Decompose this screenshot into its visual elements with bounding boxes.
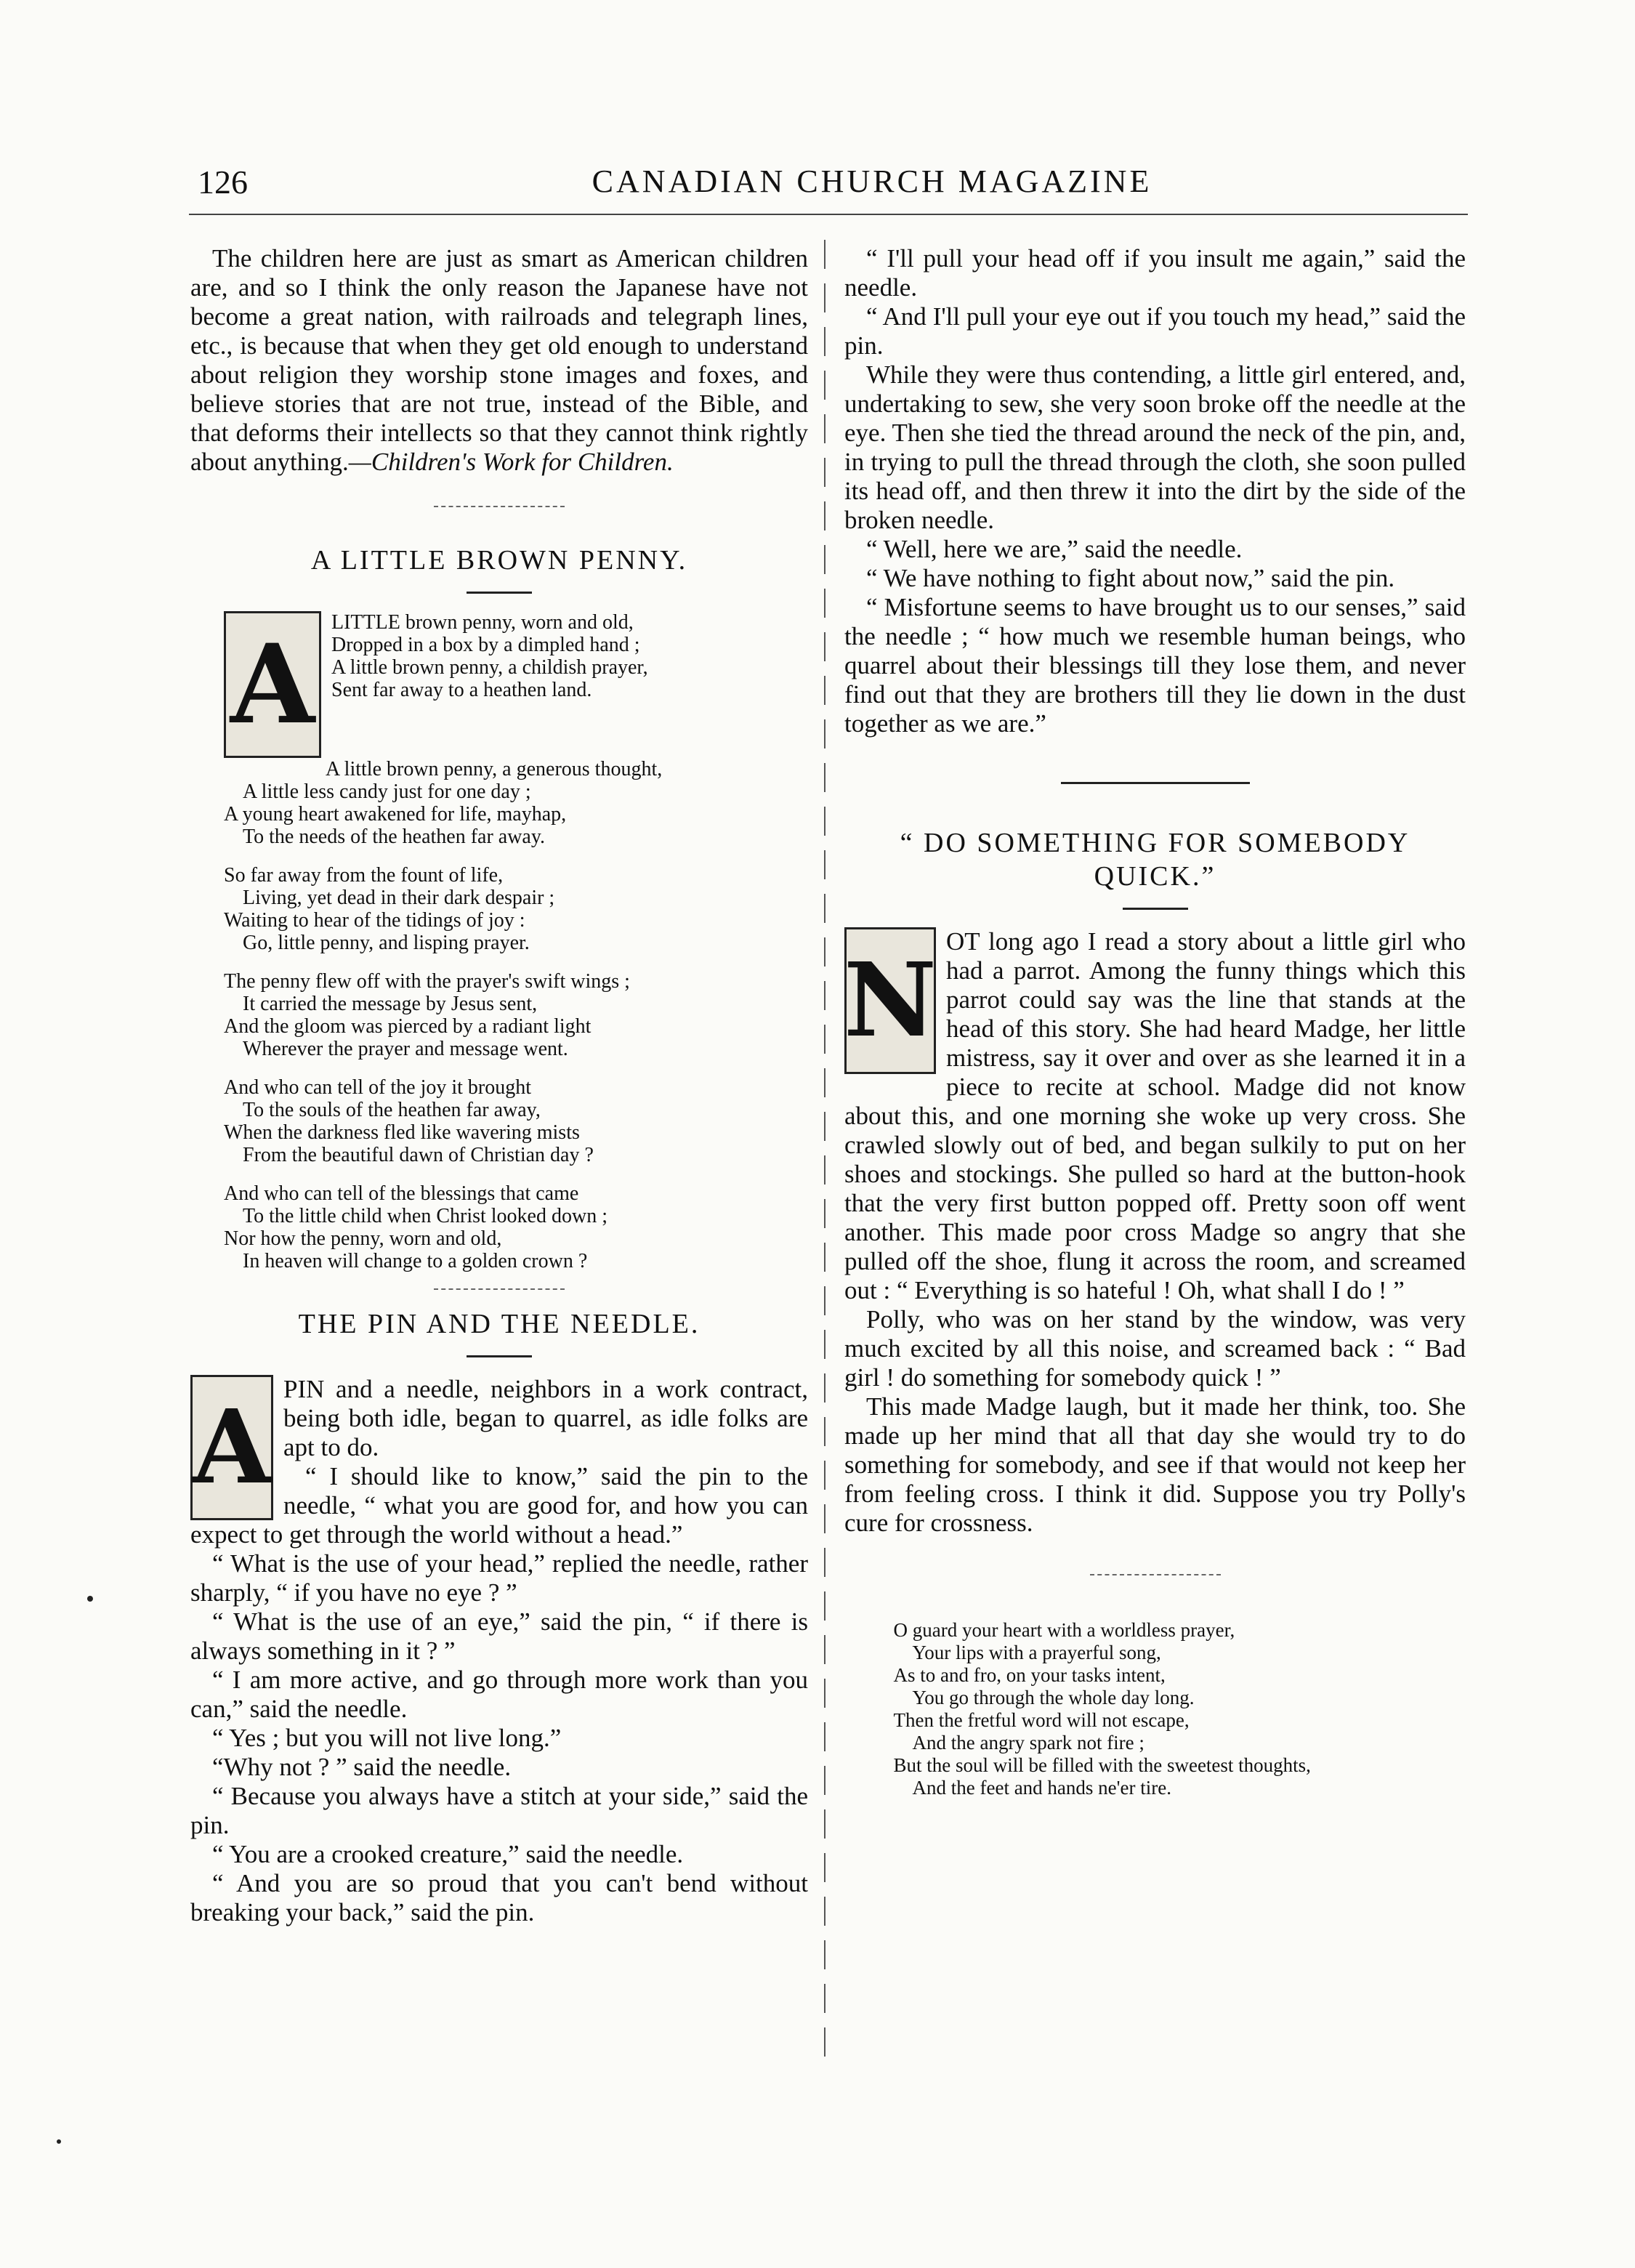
story-paragraph: “ Because you always have a stitch at your side,” said the pin. [190,1782,808,1839]
verse-line: So far away from the fount of life, [224,864,504,887]
running-head: CANADIAN CHURCH MAGAZINE [592,164,1152,199]
story-paragraph: “ What is the use of your head,” replied the needle, rather sharply, “ if you have no eye ? ” [190,1549,808,1607]
penny-stanza [224,1182,808,1272]
verse-line: A little brown penny, a childish prayer, [331,656,648,679]
pin-dropcap: A [190,1375,273,1520]
penny-stanza [224,864,808,954]
ink-spot [87,1596,93,1602]
verse-line: Nor how the penny, worn and old, [224,1227,502,1250]
story-paragraph: While they were thus contending, a little girl entered, and, undertaking to sew, she very soon broke off the needle at the eye. Then she tied the thread around the neck of the pin, and, in trying to pull the thread through the cloth, she soon pulled its head off, and then threw it into the dirt by the side of the broken needle. [844,360,1466,534]
verse-line: In heaven will change to a golden crown ? [243,1250,588,1272]
story-paragraph: “ What is the use of an eye,” said the pin, “ if there is always something in it ? ” [190,1607,808,1665]
section-rule [1061,782,1250,784]
intro-paragraph: The children here are just as smart as American children are, and so I think the only reason the Japanese have not become a great nation, with railroads and telegraph lines, etc., is because that when they get old enough to understand about religion they worship stone images and foxes, and believe stories that are not true, instead of the Bible, and that deforms their intellects so that they cannot think rightly about anything.—Children's Work for Children. [190,244,808,476]
page-number: 126 [198,164,248,201]
verse-line: And who can tell of the blessings that came [224,1182,579,1205]
penny-stanza [224,1076,808,1166]
verse-line: A young heart awakened for life, mayhap, [224,803,567,826]
story-paragraph: This made Madge laugh, but it made her think, too. She made up her mind that all that day she would try to do something for somebody, and see if that would not keep her from feeling cross. I think it did. Suppose you try Polly's cure for crossness. [844,1392,1466,1537]
verse-line: Dropped in a box by a dimpled hand ; [331,634,640,656]
verse-line: Your lips with a prayerful song, [912,1642,1161,1663]
story-paragraph: “ And you are so proud that you can't bend without breaking your back,” said the pin. [190,1869,808,1926]
pin-needle-story [190,1375,808,1927]
verse-line: To the needs of the heathen far away. [243,826,546,848]
pin-needle-title: THE PIN AND THE NEEDLE. [298,1309,701,1339]
story-paragraph: Polly, who was on her stand by the window, was very much excited by all this noise, and screamed back : “ Bad girl ! do something for somebody quick ! ” [844,1305,1466,1392]
separator [434,1288,565,1290]
title-rule [467,592,532,594]
separator [434,506,565,507]
verse-line: To the souls of the heathen far away, [243,1099,541,1121]
verse-line: As to and fro, on your tasks intent, [893,1664,1166,1686]
ink-spot [57,2139,61,2144]
verse-line: And the gloom was pierced by a radiant light [224,1015,592,1038]
verse-line: Living, yet dead in their dark despair ; [243,887,555,909]
verse-line: Wherever the prayer and message went. [243,1038,568,1060]
story-paragraph: “ I am more active, and go through more work than you can,” said the needle. [190,1666,808,1723]
verse-line: And who can tell of the joy it brought [224,1076,532,1099]
verse-line: LITTLE brown penny, worn and old, [331,611,634,634]
verse-line: It carried the message by Jesus sent, [243,993,538,1015]
do-something-title: “ DO SOMETHING FOR SOMEBODY QUICK.” [900,828,1410,892]
left-column [190,244,808,1927]
story-paragraph: “ I should like to know,” said the pin to the needle, “ what you are good for, and how you can expect to get through the world without a head.” [190,1462,808,1549]
verse-line: When the darkness fled like wavering mists [224,1121,580,1144]
right-column [844,244,1466,1799]
column-divider [824,240,825,2071]
do-something-story [844,927,1466,1538]
verse-line: To the little child when Christ looked down ; [243,1205,607,1227]
title-rule [467,1355,532,1357]
story-paragraph: “ Misfortune seems to have brought us to our senses,” said the needle ; “ how much we resemble human beings, who quarrel about their blessings till they lose them, and never find out that they are brothers till they lie down in the dust together as we are.” [844,593,1466,738]
verse-line: Waiting to hear of the tidings of joy : [224,909,525,932]
verse-line: Go, little penny, and lisping prayer. [243,932,530,954]
verse-line: Then the fretful word will not escape, [893,1709,1190,1731]
penny-title: A LITTLE BROWN PENNY. [310,545,688,576]
verse-line: A little less candy just for one day ; [243,780,531,803]
verse-line: And the feet and hands ne'er tire. [912,1777,1171,1799]
separator [1090,1574,1221,1575]
penny-stanza [224,970,808,1060]
verse-line: Sent far away to a heathen land. [331,679,592,701]
intro-source: —Children's Work for Children. [348,448,674,476]
title-rule [1123,908,1188,910]
verse-line: And the angry spark not fire ; [912,1732,1144,1754]
n-dropcap: N [844,927,936,1074]
verse-line: O guard your heart with a worldless prayer, [893,1619,1235,1641]
penny-poem [190,611,808,1272]
story-paragraph: “ Well, here we are,” said the needle. [866,535,1243,563]
verse-line: From the beautiful dawn of Christian day ? [243,1144,594,1166]
story-paragraph: “ I'll pull your head off if you insult me again,” said the needle. [844,244,1466,302]
penny-stanza [224,758,808,848]
verse-line: A little brown penny, a generous thought, [326,758,663,780]
verse-line: But the soul will be filled with the sweetest thoughts, [893,1754,1311,1776]
penny-dropcap: A [224,611,321,758]
verse-line: The penny flew off with the prayer's swift wings ; [224,970,630,993]
story-paragraph: “ You are a crooked creature,” said the needle. [212,1840,684,1868]
story-paragraph: “Why not ? ” said the needle. [212,1753,512,1781]
closing-verse [894,1619,1417,1799]
story-paragraph: PIN and a needle, neighbors in a work contract, being both idle, began to quarrel, as idle folks are apt to do. [283,1375,808,1461]
story-paragraph: “ We have nothing to fight about now,” said the pin. [866,564,1395,592]
story-paragraph: OT long ago I read a story about a little girl who had a parrot. Among the funny things which this parrot could say was the line that stands at the head of this story. She had heard Madge, her little mistress, say it over and over as she learned it in a piece to recite at school. Madge did not know about this, and one morning she woke up very cross. She crawled slowly out of bed, and began sulkily to put on her shoes and stockings. She pulled so hard at the button-hook that the very first button popped off. Pretty soon off went another. This made poor cross Madge so angry that she pulled off the shoe, flung it across the room, and screamed out : “ Everything is so hateful ! Oh, what shall I do ! ” [844,927,1466,1304]
story-paragraph: “ Yes ; but you will not live long.” [212,1724,562,1752]
story-paragraph: “ And I'll pull your eye out if you touch my head,” said the pin. [844,302,1466,360]
verse-line: You go through the whole day long. [912,1687,1195,1708]
header-rule [189,214,1468,215]
